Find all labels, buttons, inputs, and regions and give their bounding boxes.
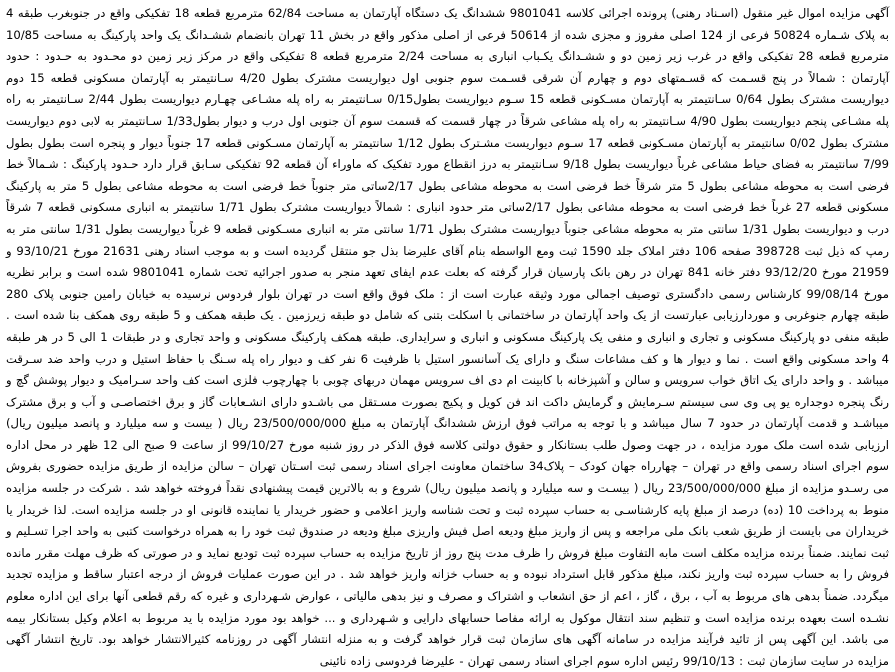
auction-notice-text: آگهی مزایده اموال غیر منقول (اسـناد رهنی) پرونده اجرائی کلاسه 9801041 ششدانگ یک دستگاه آپارتمان به مساحت 62/84 مترمربع قطعه 18 تفکیکی واقع در جنوبغرب طبقه 4 به پلاک شـماره 50824 فرعی از 124 اصلی مفروز و مجزی شده از 50614 فرعی از اصلی مذکور واقع در بخش 11 تهران بانضمام ششـدانگ یک واحد پارکینگ به مساحت 10/85 مترمربع قطعه 28 تفکیکی واقع در غرب زیر زمین دو و ششـدانگ یکـباب انباری به مساحت 2/24 مترمربع قطعه 8 تفکیکی واقع در مرکز زیر زمین دو محـدود به حـدود : حدود آپارتمان : شمالاً در پنج قسـمت که قسـمتهای دوم و چهارم آن شرقی قسـمت سوم جنوبی اول دیواریست مشترک بطول 4/20 سـانتیمتر به آپارتمان مسکونی قطعه 15 دوم دیواریست مشترک بطول 0/64 سـانتیمتر به آپارتمان مسـکونی قطعه 15 سـوم دیواریست بطول0/15 سـانتیمتر به راه پله مشـاعی چهـارم دیواریست بطول 2/44 سـانتیمتر به راه پله مشـاعی پنجم دیواریست بطول 4/90 سـانتیمتر به راه پله مشاعی شرقاً در چهار قسمت که قسمت سوم آن جنوبی اول درب و دیوار بطول1/33 سـانتیمتر به لابی دوم دیواریست مشترک بطول 0/02 سانتیمتر به آپارتمان مسـکونی قطعه 17 سـوم دیواریست مشـترک بطول 1/12 سانتیمتر به آپارتمان مسـکونی قطعه 17 جنوباً دیوار و پنجره است بطول بطول 7/99 سانتیمتر به فضای حیاط مشاعی غرباً دیواریست بطول 9/18 سـانتیمتر به درز انقطاع مورد تفکیک که ماوراء آن قطعه 92 تفکیکی سـابق قرار دارد حـدود پارکینگ : شـمالاً خط فرضی است به محوطه مشاعی بطول 5 متر شرقاً خط فرضی است به محوطه مشاعی بطول 2/17ساتی متر جنوباً خط فرضی است به محوطه مشاعی بطول 5 متر به پارکینگ مسکونی قطعه 27 غرباً خط فرضی است به محوطه مشاعی بطول 2/17ساتی متر حدود انباری : شمالاً دیواریست مشترک بطول 1/71 سانتیمتر به انباری مسکونی قطعه 7 شرقاً درب و دیواریست بطول 1/31 سانتی متر به محوطه مشاعی جنوباً دیواریست مشترک بطول 1/71 سانتی متر به انباری مسـکونی قطعه 9 غرباً دیواریست بطول 1/31 سانتی متر به رمپ که ذیل ثبت 398728 صفحه 106 دفتر املاک جلد 1590 ثبت ومع الواسطه بنام آقای علیرضا بذل جو منتقل گردیده است و به موجب اسناد رهنی 21631 مورخ 93/10/21 و 21959 مورخ 93/12/20 دفتر خانه 841 تهران در رهن بانک پارسیان قرار گرفته که بعلت عدم ایفای تعهد منجر به صدور اجرائیه تحت شماره 9801041 شده است و برابر نظریه مورخ 99/08/14 کارشناس رسمی دادگستری توصیف اجمالی مورد وثیقه عبارت است از : ملک فوق واقع است در تهران بلوار فردوس نرسیده به خیابان رامین جنوبی پلاک 280 طبقه چهارم جنوغربی و موردارزیابی عبارتست از یک واحد آپارتمان در ساختمانی با اسکلت بتنی که شامل دو طبقه زیرزمین . یک طبقه همکف و 5 طبقه روی همکف بنا شده است . طبقه منفی دو پارکینگ مسکونی و تجاری و انباری و منفی یک پارکینگ مسکونی و انباری و سرایداری. طبقه همکف پارکینگ مسکونی و واحد تجاری و در طبقات 1 الی 5 در هر طبقه 4 واحد مسکونی واقع است . نما و دیوار ها و کف مشاعات سنگ و دارای یک آسانسور استیل با ظرفیت 6 نفر کف و دیوار راه پله سـنگ با حفاظ استیل و درب واحد ضد سـرقت میباشد . و واحد دارای یک اتاق خواب سرویس و سالن و آشپزخانه با کابینت ام دی اف سرویس مهمان دربهای چوبی با چهارچوب فلزی است کف واحد سـرامیک و دیوار پوشش گچ و رنگ پنجره دوجداره یو پی وی سی سیستم سـرمایش و گرمایش داکت اند فن کویل و پکیج بصورت مسـتقل می باشـدو دارای انشـعابات گاز و برق اختصاصـی و آب و برق مشترک میباشـد و قدمت آپارتمان در حدود 7 سال میباشد و با توجه به مراتب فوق ارزش ششدانگ آپارتمان به مبلغ 23/500/000/000 ریال ( بیست و سه میلیارد و پانصد میلیون ریال) ارزیابی شده است ملک مورد مزایده ، در جهت وصول طلب بستانکار و حقوق دولتی کلاسه فوق الذکر در روز شنبه مورخ 99/10/27 از ساعت 9 صبح الی 12 ظهر در محل اداره سوم اجرای اسناد رسمی واقع در تهران – چهارراه جهان کودک – پلاک34 ساختمان معاونت اجرای اسناد رسمی ثبت اسـتان تهران – سالن مزایده از طریق مزایده حضوری بفروش می رسـدو مزایده از مبلغ 23/500/000/000 ریال ( بیسـت و سه میلیارد و پانصد میلیون ریال) شروع و به بالاترین قیمت پیشنهادی نقداً فروخته خواهد شد . شرکت در جلسه مزایده منوط به پرداخت 10 (ده) درصد از مبلغ پایه کارشناسـی به حساب سپرده ثبت و تحت شناسه واریز اعلامی و حضور خریدار یا نماینده قانونی او در جلسه مزایده است. لذا خریدار یا خریداران می بایست از طریق شعب بانک ملی مراجعه و پس از واریز مبلغ ودیعه اصل فیش واریزی مبلغ ودیعه در صندوق ثبت خود را به همراه درخواست کتبی به واحد اجرا تسـلیم و ثبت نمایند. ضمناً برنده مزایده مکلف است مابه التفاوت مبلغ فروش را ظرف مدت پنج روز از تاریخ مزایده به حساب سپرده ثبت تودیع نماید و در صورتی که ظرف مهلت مقرر مانده فروش را به حساب سپرده ثبت واریز نکند، مبلغ مذکور قابل استرداد نبوده و به حساب خزانه واریز خواهد شد . در این صورت عملیات فروش از درجه اعتبار ساقط و مزایده تجدید میگردد. ضمناً بدهی های مربوط به آب ، برق ، گاز ، اعم از حق انشعاب و اشتراک و مصرف و نیز بدهی مالیاتی ، عوارض شـهرداری و غیره که رقم قطعی آنها برای این اداره معلوم نشـده است بعهده برنده مزایده است و تنظیم سند انتقال موکول به ارائه مفاصا حسابهای دارایی و شـهرداری و ... خواهد بود مورد مزایده با ید مربوط به اعلام وکیل بستانکار بیمه می باشد. این آگهی پس از تائید فرآیند مزایده در سامانه آگهی های سازمان ثبت قرار خواهد گرفت و به منزله انتشار آگهی در روزنامه کثیرالانتشار خواهد بود. تاریخ انتشار آگهی مزایده در سایت سازمان ثبت : 99/10/13 رئیس اداره سوم اجرای اسناد رسمی تهران - علیرضا فردوسی زاده نائینی [6, 6, 890, 668]
